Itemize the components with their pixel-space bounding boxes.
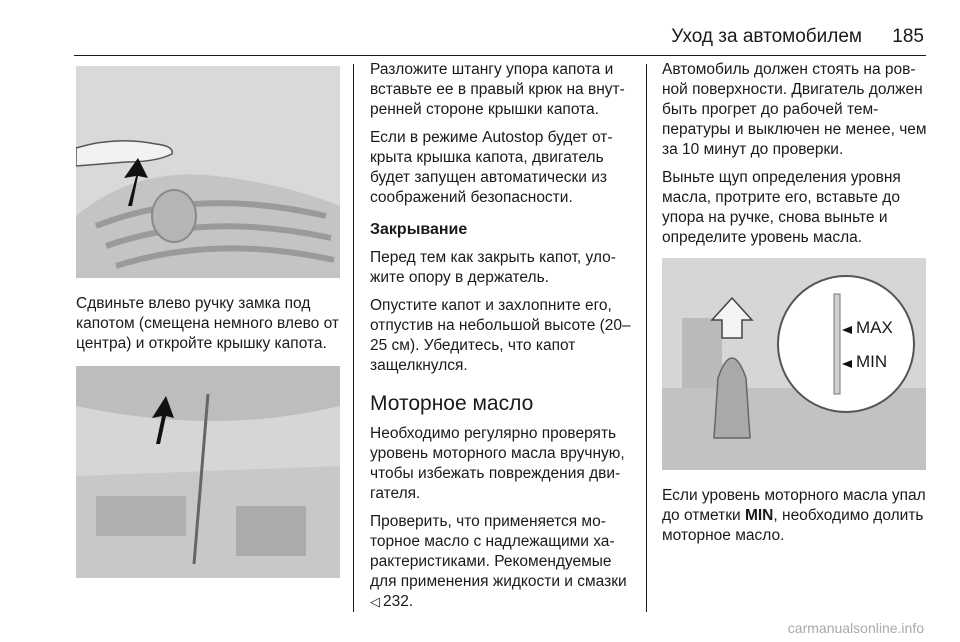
- column-divider-2: [646, 64, 647, 612]
- column-3: [662, 60, 928, 554]
- col1-paragraph-1: Сдвиньте влево ручку замка под капотом (смещена немного влево от центра) и откройте крышку капота.: [76, 295, 339, 352]
- reference-page-link[interactable]: 232.: [383, 593, 414, 610]
- col3-paragraph-2: Выньте щуп определения уровня масла, протрите его, вставьте до упора на ручке, снова выньте и определите уровень масла.: [662, 169, 901, 246]
- col3-paragraph-3-end: , необходимо долить моторное масло.: [662, 507, 924, 544]
- col2-paragraph-3: Перед тем как закрыть капот, уложите опору в держатель.: [370, 249, 616, 286]
- col3-paragraph-3: [662, 486, 928, 546]
- col2-paragraph-6: [370, 512, 638, 612]
- page-number: 185: [892, 26, 924, 47]
- closing-subheading: Закрывание: [370, 221, 468, 238]
- col2-paragraph-1: Разложите штангу упора капота и вставьте ее в правый крюк на внутренней стороне крышки капота.: [370, 61, 625, 118]
- watermark: carmanualsonline.info: [787, 620, 924, 636]
- col3-paragraph-3-start: Если уровень моторного масла упал до отметки: [662, 487, 926, 524]
- page-header: [74, 26, 924, 54]
- col2-paragraph-4: Опустите капот и захлопните его, отпустив на небольшой высоте (20–25 см). Убедитесь, что капот защелкнулся.: [370, 297, 631, 374]
- col2-paragraph-5: Необходимо регулярно проверять уровень моторного масла вручную, чтобы избежать повреждения двигателя.: [370, 425, 625, 502]
- page-title: Уход за автомобилем: [671, 26, 862, 47]
- hood-support-illustration: [76, 366, 340, 578]
- engine-oil-heading: Моторное масло: [370, 392, 534, 415]
- min-mark-label: MIN: [856, 352, 888, 371]
- col3-paragraph-1: Автомобиль должен стоять на ровной поверхности. Двигатель должен быть прогрет до рабочей температуры и выключен не менее, чем за 10 минут до проверки.: [662, 61, 927, 158]
- column-2: [370, 60, 638, 620]
- max-mark-label: MAX: [856, 318, 893, 337]
- col2-paragraph-6-text: Проверить, что применяется моторное масло с надлежащими характеристиками. Рекомендуемые для применения жидкости и смазки: [370, 513, 627, 590]
- column-divider-1: [353, 64, 354, 612]
- column-1: [76, 56, 344, 578]
- col2-paragraph-2: Если в режиме Autostop будет открыта крышка капота, двигатель будет запущен автоматически из соображений безопасности.: [370, 129, 613, 206]
- min-mark-text: MIN: [744, 507, 774, 524]
- hood-release-illustration: [76, 66, 340, 278]
- dipstick-illustration: [662, 258, 926, 470]
- arrow-reference-icon: ◁: [370, 594, 380, 609]
